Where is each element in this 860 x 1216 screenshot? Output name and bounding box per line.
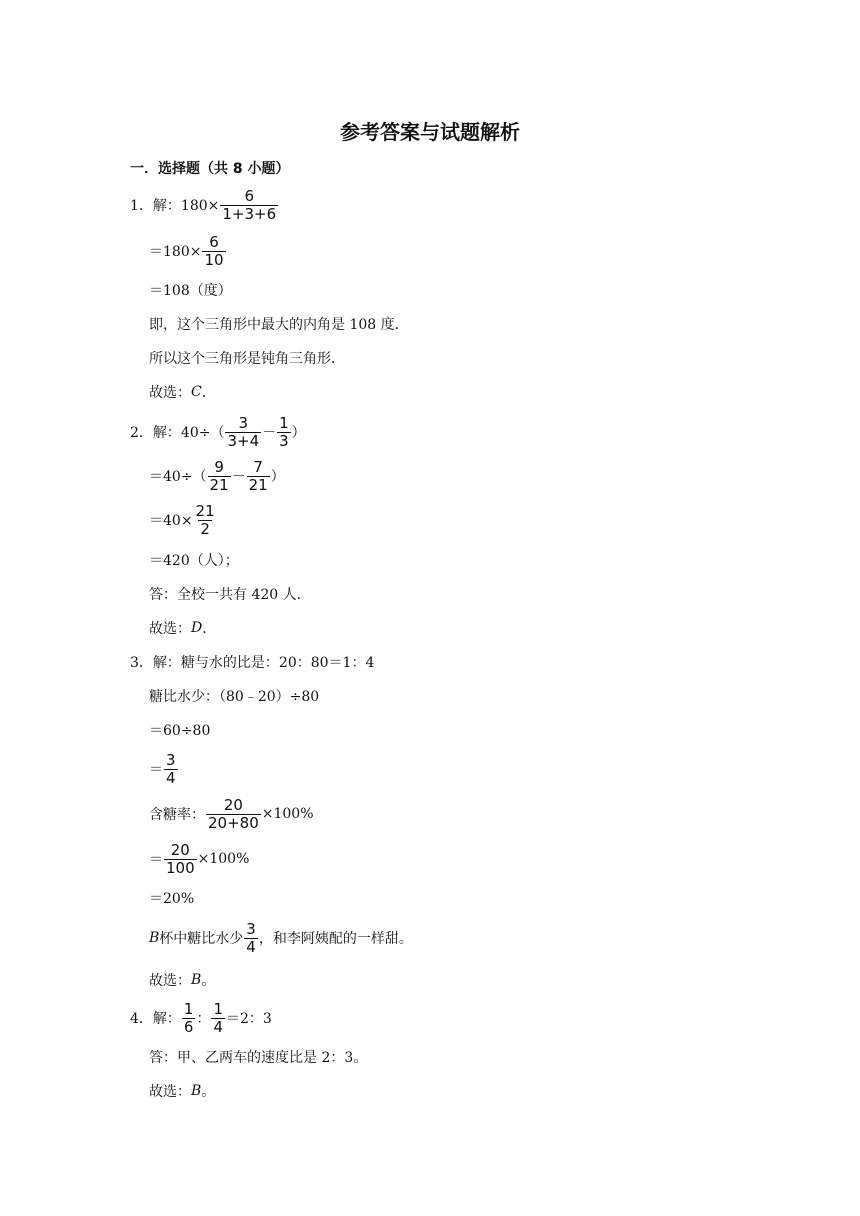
fraction: $\frac{20}{20+80}$ <box>208 795 259 832</box>
q1-line-2: ＝180× $\frac{6}{10}$ <box>149 232 224 269</box>
q2-line-2: ＝40÷（ $\frac{9}{21}$ － $\frac{7}{21}$ ） <box>149 457 285 494</box>
fraction: $\frac{3}{3+4}$ <box>227 413 260 450</box>
section-heading: 一．选择题（共 8 小题） <box>130 161 290 177</box>
q3-line-4: ＝ $\frac{3}{4}$ <box>149 750 176 787</box>
fraction: $\frac{6}{10}$ <box>204 232 224 269</box>
q2-line-1: 2． 解：40÷（ $\frac{3}{3+4}$ － $\frac{1}{3}$ ） <box>130 413 306 450</box>
q4-number: 4． <box>130 1011 153 1027</box>
q2-line-5: 答：全校一共有 420 人． <box>149 587 311 603</box>
fraction: $\frac{6}{1+3+6}$ <box>222 186 277 223</box>
q1-number: 1． <box>130 198 153 214</box>
q2-number: 2． <box>130 425 153 441</box>
fraction: $\frac{1}{4}$ <box>213 999 224 1036</box>
q1-line-1: 1． 解：180× $\frac{6}{1+3+6}$ <box>130 186 277 223</box>
fraction: $\frac{3}{4}$ <box>166 750 176 787</box>
q4-line-2: 答：甲、乙两车的速度比是 2：3。 <box>149 1050 368 1066</box>
fraction: $\frac{7}{21}$ <box>248 457 268 494</box>
q3-line-5: 含糖率： $\frac{20}{20+80}$ ×100% <box>149 795 314 832</box>
q4-answer: 故选： B 。 <box>149 1083 216 1100</box>
q3-number: 3． <box>130 655 153 671</box>
q3-line-8: B 杯中糖比水少 $\frac{3}{4}$ ，和李阿姨配的一样甜。 <box>149 919 413 956</box>
q4-line-1: 4． 解： $\frac{1}{6}$ ： $\frac{1}{4}$ ＝2：3 <box>130 999 272 1036</box>
q3-line-1: 3． 解：糖与水的比是：20：80＝1：4 <box>130 650 374 674</box>
fraction: $\frac{9}{21}$ <box>209 457 229 494</box>
q3-line-2: 糖比水少：（80﹣20）÷80 <box>149 689 320 705</box>
q3-line-3: ＝60÷80 <box>149 723 211 739</box>
q1-line-3: ＝108（度） <box>149 283 232 299</box>
fraction: $\frac{1}{3}$ <box>279 413 289 450</box>
fraction: $\frac{3}{4}$ <box>246 919 256 956</box>
q2-line-4: ＝420（人）； <box>149 553 239 569</box>
fraction: $\frac{21}{2}$ <box>195 501 215 538</box>
q1-line-4: 即，这个三角形中最大的内角是 108 度． <box>149 317 409 333</box>
fraction: $\frac{20}{100}$ <box>166 840 195 877</box>
q3-line-7: ＝20% <box>149 891 195 907</box>
q1-line-5: 所以这个三角形是钝角三角形． <box>149 351 345 367</box>
q1-answer: 故选： C ． <box>149 384 216 401</box>
q2-line-3: ＝40× $\frac{21}{2}$ <box>149 501 215 538</box>
q2-answer: 故选： D ． <box>149 620 217 637</box>
fraction: $\frac{1}{6}$ <box>183 999 194 1036</box>
q3-line-6: ＝ $\frac{20}{100}$ ×100% <box>149 840 250 877</box>
page-title: 参考答案与试题解析 <box>340 120 520 144</box>
q3-answer: 故选： B 。 <box>149 972 216 989</box>
